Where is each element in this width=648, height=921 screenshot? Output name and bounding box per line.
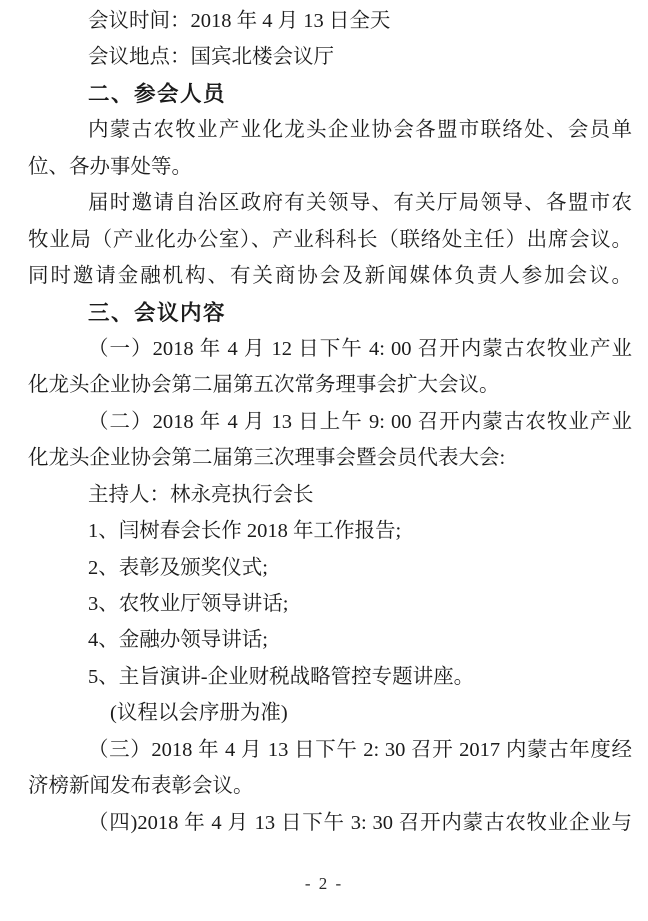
text-line: 会议地点：国宾北楼会议厅 xyxy=(88,46,334,69)
text-line: 届时邀请自治区政府有关领导、有关厅局领导、各盟市农 xyxy=(88,192,632,215)
text-line: 化龙头企业协会第二届第五次常务理事会扩大会议。 xyxy=(28,374,500,397)
text-line: 主持人：林永亮执行会长 xyxy=(88,483,314,506)
text-line: 化龙头企业协会第二届第三次理事会暨会员代表大会: xyxy=(28,447,506,470)
section-heading: 二、参会人员 xyxy=(88,81,227,106)
text-line: 位、各办事处等。 xyxy=(28,155,192,178)
text-line: （四)2018 年 4 月 13 日下午 3: 30 召开内蒙古农牧业企业与 xyxy=(88,811,632,834)
text-line: 会议时间：2018 年 4 月 13 日全天 xyxy=(88,10,391,32)
text-line: 1、闫树春会长作 2018 年工作报告; xyxy=(88,520,402,543)
text-line: 5、主旨演讲-企业财税战略管控专题讲座。 xyxy=(88,665,475,688)
page-number: - 2 - xyxy=(304,874,344,893)
section-heading: 三、会议内容 xyxy=(88,300,227,325)
text-line: 牧业局（产业化办公室）、产业科科长（联络处主任）出席会议。 xyxy=(28,228,632,251)
text-line: (议程以会序册为准) xyxy=(110,702,288,725)
text-line: 2、表彰及颁奖仪式; xyxy=(88,556,268,579)
text-line: 同时邀请金融机构、有关商协会及新闻媒体负责人参加会议。 xyxy=(28,265,632,288)
text-line: （三）2018 年 4 月 13 日下午 2: 30 召开 2017 内蒙古年度经 xyxy=(88,738,632,761)
text-line: （二）2018 年 4 月 13 日上午 9: 00 召开内蒙古农牧业产业 xyxy=(88,410,632,433)
text-line: 3、农牧业厅领导讲话; xyxy=(88,593,289,615)
text-line: 济榜新闻发布表彰会议。 xyxy=(28,775,254,798)
document-body xyxy=(28,3,632,841)
text-line: 内蒙古农牧业产业化龙头企业协会各盟市联络处、会员单 xyxy=(88,119,632,142)
text-line: 4、金融办领导讲话; xyxy=(88,629,268,652)
text-line: （一）2018 年 4 月 12 日下午 4: 00 召开内蒙古农牧业产业 xyxy=(88,337,632,360)
